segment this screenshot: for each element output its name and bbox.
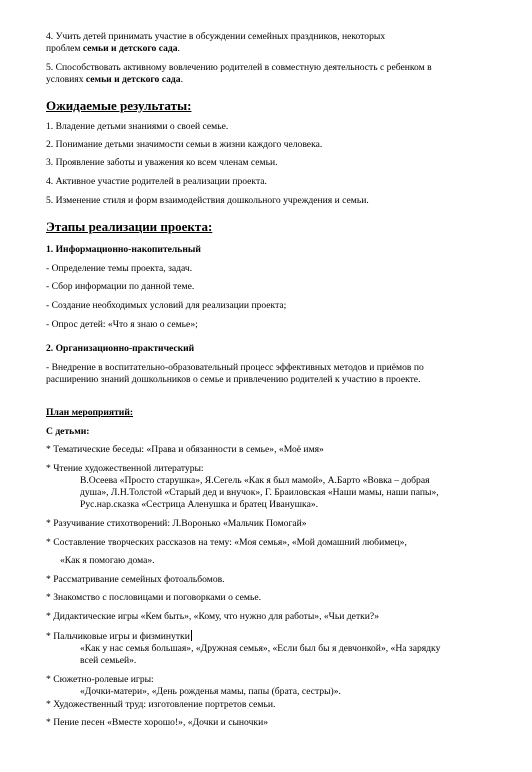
- task-4-text-bold: семьи и детского сада: [82, 43, 178, 54]
- plan-songs: * Пение песен «Вместе хорошо!», «Дочки и сыночки»: [46, 717, 269, 728]
- result-item: 4. Активное участие родителей в реализации проекта.: [46, 176, 267, 187]
- plan-roleplay-line: «Дочки-матери», «День рожденья мамы, папы (брата, сестры)».: [80, 686, 341, 697]
- result-item: 2. Понимание детьми значимости семьи в жизни каждого человека.: [46, 139, 323, 150]
- plan-albums: * Рассматривание семейных фотоальбомов.: [46, 574, 225, 585]
- stage-1-item: - Сбор информации по данной теме.: [46, 281, 195, 292]
- plan-finger-games-line-1: «Как у нас семья большая», «Дружная семья», «Если был бы я девчонкой», «На зарядку: [80, 643, 441, 654]
- stage-2-text-line-2: расширению знаний дошкольников о семье и привлечению родителей к участию в проекте.: [46, 374, 421, 385]
- children-label: С детьми:: [46, 426, 90, 437]
- stages-heading: Этапы реализации проекта:: [46, 219, 213, 234]
- task-5-text-bold: семьи и детского сада: [85, 74, 181, 85]
- plan-finger-games-line-2: всей семьей».: [80, 655, 137, 666]
- plan-reading-line: В.Осеева «Просто старушка», Я.Сегель «Как я был мамой», А.Барто «Вовка – добрая: [80, 475, 430, 486]
- plan-roleplay-title: * Сюжетно-ролевые игры:: [46, 674, 154, 685]
- stage-1-title: 1. Информационно-накопительный: [46, 244, 201, 255]
- result-item: 5. Изменение стиля и форм взаимодействия дошкольного учреждения и семьи.: [46, 195, 369, 206]
- result-item: 1. Владение детьми знаниями о своей семье.: [46, 121, 229, 132]
- plan-conversations: * Тематические беседы: «Права и обязанности в семье», «Моё имя»: [46, 444, 324, 455]
- stage-1-item: - Опрос детей: «Что я знаю о семье»;: [46, 319, 198, 330]
- task-5-line-2: [46, 74, 183, 86]
- task-5-text-end: .: [180, 74, 183, 85]
- task-4-line-2: [46, 43, 180, 55]
- plan-labor: * Художественный труд: изготовление портретов семьи.: [46, 699, 276, 710]
- task-4-text: 4. Учить детей принимать участие в обсуждении семейных праздников, некоторых: [46, 31, 386, 42]
- plan-proverbs: * Знакомство с пословицами и поговорками о семье.: [46, 592, 262, 603]
- results-heading: Ожидаемые результаты:: [46, 98, 192, 113]
- plan-reading-title: * Чтение художественной литературы:: [46, 463, 204, 474]
- plan-poems: * Разучивание стихотворений: Л.Воронько «Мальчик Помогай»: [46, 518, 307, 529]
- stage-2-text-line-1: - Внедрение в воспитательно-образовательный процесс эффективных методов и приёмов по: [46, 362, 424, 373]
- plan-reading-line: душа», Л.Н.Толстой «Старый дед и внучок», Г. Браиловская «Наши мамы, наши папы»,: [80, 487, 439, 498]
- task-5-text-pre: условиях: [46, 74, 86, 85]
- task-4-text-end: .: [177, 43, 180, 54]
- plan-heading: План мероприятий:: [46, 407, 134, 418]
- result-item: 3. Проявление заботы и уважения ко всем членам семьи.: [46, 157, 278, 168]
- text-cursor: [191, 630, 192, 641]
- stage-1-item: - Определение темы проекта, задач.: [46, 263, 193, 274]
- plan-finger-games-title: [46, 630, 192, 643]
- task-5-line-1: 5. Способствовать активному вовлечению родителей в совместную деятельность с ребенком в: [46, 62, 432, 73]
- task-4-text-pre: проблем: [46, 43, 83, 54]
- stage-1-item: - Создание необходимых условий для реализации проекта;: [46, 300, 287, 311]
- finger-games-title-text: * Пальчиковые игры и физминутки: [46, 631, 190, 642]
- stage-2-title: 2. Организационно-практический: [46, 343, 195, 354]
- plan-didactic-games: * Дидактические игры «Кем быть», «Кому, что нужно для работы», «Чьи детки?»: [46, 611, 379, 622]
- plan-stories-line-1: * Составление творческих рассказов на тему: «Моя семья», «Мой домашний любимец»,: [46, 537, 407, 548]
- plan-stories-line-2: «Как я помогаю дома».: [60, 555, 155, 566]
- plan-reading-line: Рус.нар.сказка «Сестрица Аленушка и братец Иванушка».: [80, 499, 319, 510]
- task-4-line-1: [46, 31, 385, 43]
